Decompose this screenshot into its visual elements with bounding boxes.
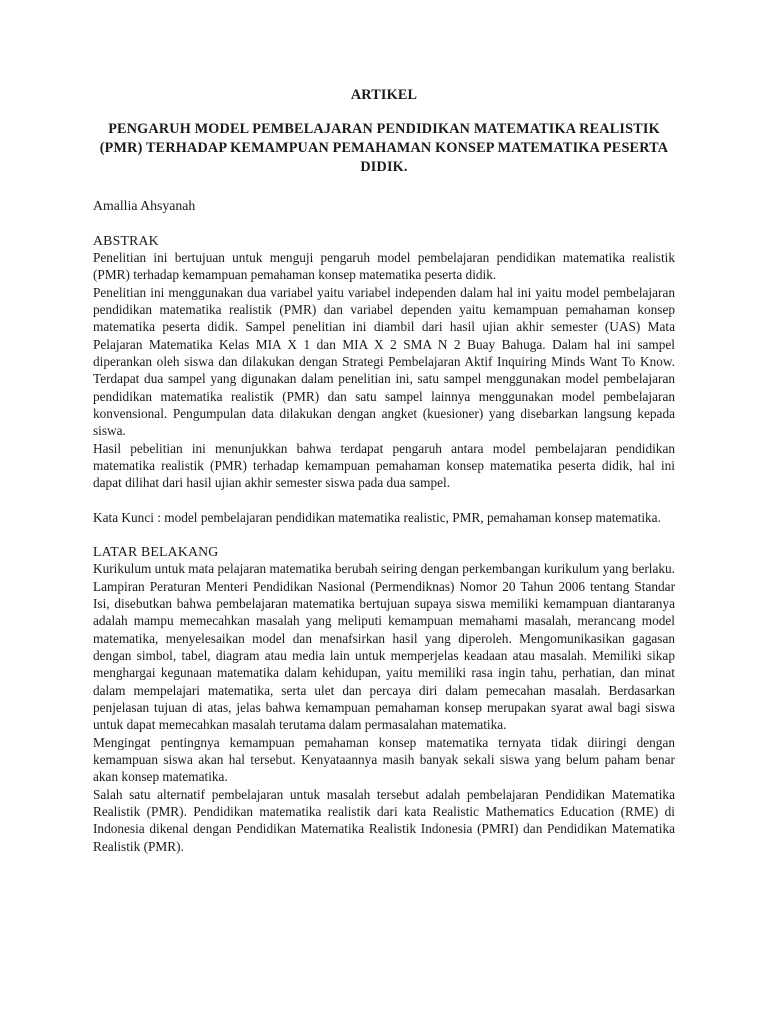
background-paragraph: Mengingat pentingnya kemampuan pemahaman konsep matematika ternyata tidak diiringi dengan kemampuan siswa akan hal tersebut. Kenyataannya masih banyak sekali siswa yang belum paham benar akan konsep matematika. <box>93 734 675 785</box>
abstract-paragraph: Hasil pebelitian ini menunjukkan bahwa terdapat pengaruh antara model pembelajaran pendidikan matematika realistik (PMR) terhadap kemampuan pemahaman konsep matematika peserta didik, hal ini dapat dilihat dari hasil ujian akhir semester siswa pada dua sampel. <box>93 440 675 491</box>
spacer <box>93 526 675 543</box>
background-paragraph: Salah satu alternatif pembelajaran untuk masalah tersebut adalah pembelajaran Pendidikan Matematika Realistik (PMR). Pendidikan matematika realistik dari kata Realistic Mathematics Education (RME) di Indonesia dikenal dengan Pendidikan Matematika Realistik Indonesia (PMRI) dan Pendidikan Matematika Realistik (PMR). <box>93 786 675 854</box>
keywords: Kata Kunci : model pembelajaran pendidikan matematika realistic, PMR, pemahaman konsep matematika. <box>93 509 661 525</box>
background-heading: LATAR BELAKANG <box>93 544 219 560</box>
article-page <box>93 86 675 855</box>
author-name: Amallia Ahsyanah <box>93 198 196 213</box>
background-paragraph: Kurikulum untuk mata pelajaran matematika berubah seiring dengan perkembangan kurikulum yang berlaku. Lampiran Peraturan Menteri Pendidikan Nasional (Permendiknas) Nomor 20 Tahun 2006 tentang Standar Isi, disebutkan bahwa pembelajaran matematika bertujuan supaya siswa memiliki kemampuan diantaranya adalah mampu memecahkan masalah yang meliputi kemampuan memahami masalah, merancang model matematika, menyelesaikan model dan menafsirkan hasil yang diperoleh. Mengomunikasikan gagasan dengan simbol, tabel, diagram atau media lain untuk memperjelas keadaan atau masalah. Memiliki sikap menghargai kegunaan matematika dalam kehidupan, yaitu memiliki rasa ingin tahu, perhatian, dan minat dalam mempelajari matematika, serta ulet dan percaya diri dalam pemecahan masalah. Berdasarkan penjelasan tujuan di atas, jelas bahwa kemampuan pemahaman konsep merupakan syarat awal bagi siswa untuk dapat memecahkan masalah terutama dalam permasalahan matematika. <box>93 561 675 733</box>
abstract-paragraph: Penelitian ini menggunakan dua variabel yaitu variabel independen dalam hal ini yaitu model pembelajaran pendidikan matematika realistik (PMR) dan variabel dependen yaitu kemampuan pemahaman konsep matematika peserta didik. Sampel penelitian ini diambil dari hasil ujian akhir semester (UAS) Mata Pelajaran Matematika Kelas MIA X 1 dan MIA X 2 SMA N 2 Buay Bahuga. Dalam hal ini sampel diperankan oleh siswa dan dilakukan dengan Strategi Pembelajaran Aktif Inquiring Minds Want To Know. Terdapat dua sampel yang digunakan dalam penelitian ini, satu sampel menggunakan model pembelajaran pendidikan matematika realistik (PMR) dan satu sampel lainnya menggunakan model pembelajaran konvensional. Pengumpulan data dilakukan dengan angket (kuesioner) yang disebarkan langsung kepada siswa. <box>93 284 675 439</box>
article-title: PENGARUH MODEL PEMBELAJARAN PENDIDIKAN MATEMATIKA REALISTIK (PMR) TERHADAP KEMAMPUAN PEMAHAMAN KONSEP MATEMATIKA PESERTA DIDIK. <box>99 121 669 175</box>
abstract-paragraph: Penelitian ini bertujuan untuk menguji pengaruh model pembelajaran pendidikan matematika realistik (PMR) terhadap kemampuan pemahaman konsep matematika peserta didik. <box>93 250 675 283</box>
article-label: ARTIKEL <box>350 87 418 103</box>
abstract-heading: ABSTRAK <box>93 233 159 248</box>
spacer <box>93 492 675 509</box>
